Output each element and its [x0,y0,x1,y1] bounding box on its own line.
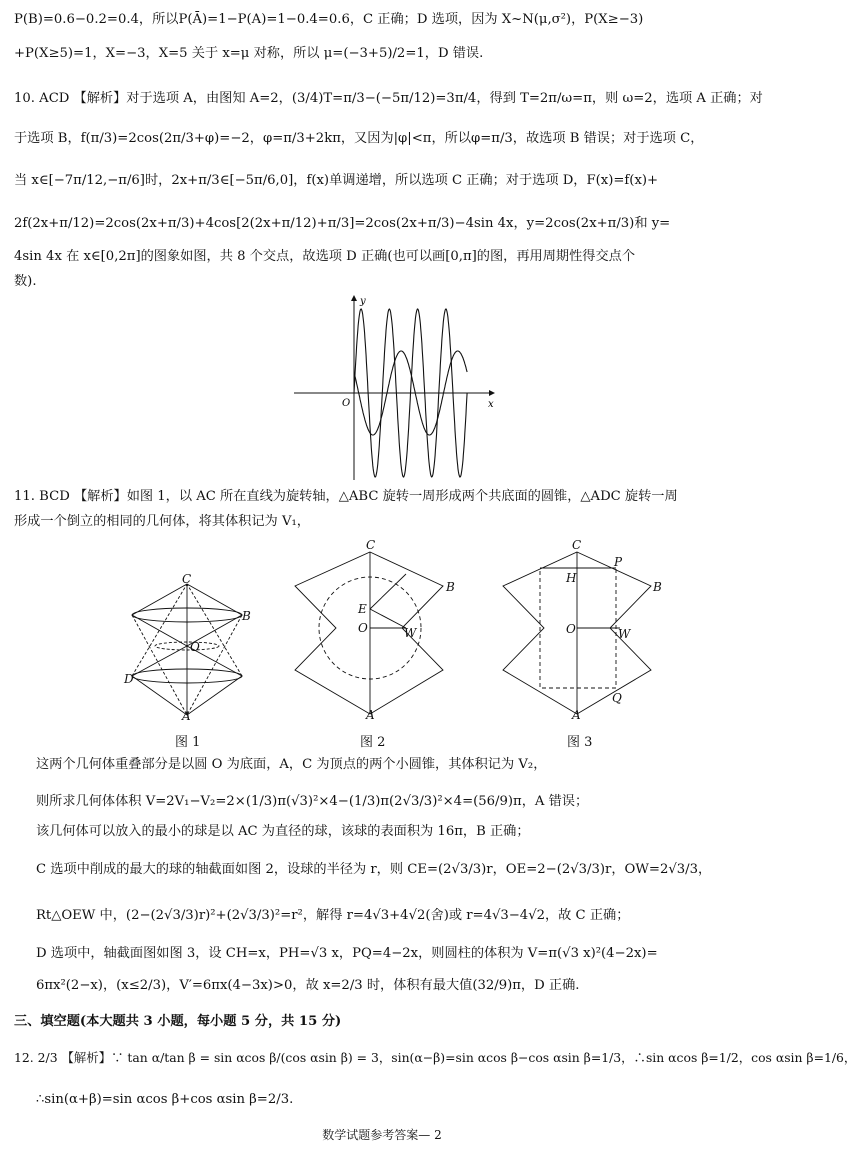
fig3-label-o: O [566,622,576,636]
fig1-caption: 图 1 [175,735,201,750]
fig1-label-d: D [124,672,134,686]
fig3-label-a: A [572,708,581,722]
text-line-4: 于选项 B，f(π/3)=2cos(2π/3+φ)=−2，φ=π/3+2kπ，又因为|φ|<π，所以φ=π/3，故选项 B 错误；对于选项 C， [14,131,704,146]
fig3-caption: 图 3 [567,735,593,750]
text-line-16: D 选项中，轴截面图如图 3，设 CH=x，PH=√3 x，PQ=4−2x，则圆柱的体积为 V=π(√3 x)²(4−2x)= [36,946,658,961]
text-line-18: 12. 2/3 【解析】∵ tan α/tan β = sin αcos β/(cos αsin β) = 3，sin(α−β)=sin αcos β−cos αsin β=1/3，∴sin αcos β=1/2，cos αsin β=1/6， [14,1050,856,1065]
fig2-label-b: B [446,580,455,594]
fig3-label-p: P [614,555,623,569]
fig1-label-a: A [182,709,191,723]
text-line-2: +P(X≥5)=1，X=−3，X=5 关于 x=μ 对称，所以 μ=(−3+5)/2=1，D 错误. [14,46,484,61]
fig1-label-b: B [242,609,251,623]
text-line-9: 11. BCD 【解析】如图 1，以 AC 所在直线为旋转轴，△ABC 旋转一周形成两个共底面的圆锥，△ADC 旋转一周 [14,489,678,504]
graph-x-label: x [488,399,494,410]
figure-2 [290,548,460,718]
fig2-label-o: O [358,621,368,635]
figure-3 [495,548,665,718]
text-line-11: 这两个几何体重叠部分是以圆 O 为底面，A，C 为顶点的两个小圆锥，其体积记为 V₂， [36,757,547,772]
fig1-label-o: O [190,640,200,654]
text-line-8: 数). [14,274,37,289]
fig1-label-c: C [182,572,192,586]
text-line-3: 10. ACD 【解析】对于选项 A，由图知 A=2，(3/4)T=π/3−(−5π/12)=3π/4，得到 T=2π/ω=π，则 ω=2，选项 A 正确；对 [14,91,763,106]
text-line-5: 当 x∈[−7π/12,−π/6]时，2x+π/3∈[−5π/6,0]，f(x)单调递增，所以选项 C 正确；对于选项 D，F(x)=f(x)+ [14,173,659,188]
fig3-label-c: C [572,538,582,552]
graph-origin-label: O [342,398,351,409]
text-line-7: 4sin 4x 在 x∈[0,2π]的图象如图，共 8 个交点，故选项 D 正确(也可以画[0,π]的图，再用周期性得交点个 [14,249,636,264]
text-line-1: P(B)=0.6−0.2=0.4，所以P(Ā)=1−P(A)=1−0.4=0.6，C 正确；D 选项，因为 X~N(μ,σ²)，P(X≥−3) [14,12,644,27]
fig3-label-q: Q [612,691,622,705]
text-line-10: 形成一个倒立的相同的几何体，将其体积记为 V₁， [14,514,310,529]
fig2-label-a: A [366,708,375,722]
fig2-caption: 图 2 [360,735,386,750]
fig3-label-h: H [566,571,577,585]
text-line-17: 6πx²(2−x)，(x≤2/3)，V′=6πx(4−3x)>0，故 x=2/3 时，体积有最大值(32/9)π，D 正确. [36,978,580,993]
fig3-label-w: W [618,627,631,641]
text-line-6: 2f(2x+π/12)=2cos(2x+π/3)+4cos[2(2x+π/12)+π/3]=2cos(2x+π/3)−4sin 4x，y=2cos(2x+π/3)和 y= [14,216,671,231]
fig2-label-c: C [366,538,376,552]
trig-graph [290,292,500,484]
fig2-label-w: W [404,626,417,640]
text-line-13: 该几何体可以放入的最小的球是以 AC 为直径的球，该球的表面积为 16π，B 正确； [36,824,530,839]
text-line-19: ∴sin(α+β)=sin αcos β+cos αsin β=2/3. [36,1092,294,1107]
text-line-14: C 选项中削成的最大的球的轴截面如图 2，设球的半径为 r，则 CE=(2√3/3)r，OE=2−(2√3/3)r，OW=2√3/3， [36,862,712,877]
section-heading: 三、填空题(本大题共 3 小题，每小题 5 分，共 15 分) [14,1014,342,1029]
graph-y-label: y [360,296,366,307]
page-footer: 数学试题参考答案— 2 [322,1128,442,1142]
fig3-label-b: B [653,580,662,594]
fig2-label-e: E [358,602,367,616]
text-line-12: 则所求几何体体积 V=2V₁−V₂=2×(1/3)π(√3)²×4−(1/3)π(2√3/3)²×4=(56/9)π，A 错误； [36,794,589,809]
text-line-15: Rt△OEW 中，(2−(2√3/3)r)²+(2√3/3)²=r²，解得 r=4√3+4√2(舍)或 r=4√3−4√2，故 C 正确； [36,908,630,923]
